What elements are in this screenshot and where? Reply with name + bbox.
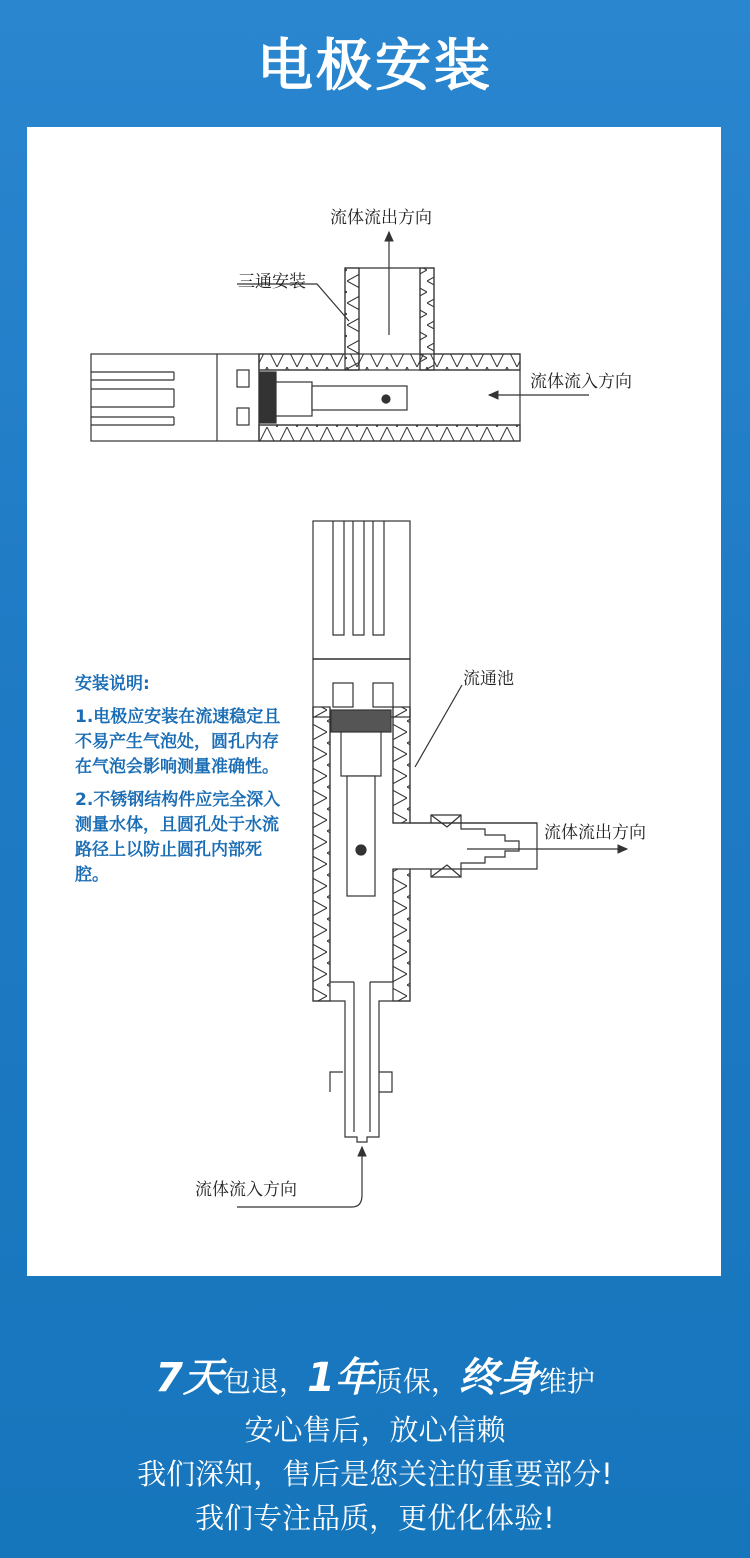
seven-day-text: 7天 bbox=[155, 1355, 223, 1401]
bottom-outflow-label: 流体流出方向 bbox=[544, 823, 646, 843]
bottom-inflow-label: 流体流入方向 bbox=[195, 1180, 297, 1200]
note-item: 1.电极应安装在流速稳定且不易产生气泡处，圆孔内存在气泡会影响测量准确性。 bbox=[75, 707, 281, 777]
footer-line-3: 我们深知，售后是您关注的重要部分! bbox=[137, 1457, 613, 1491]
notes-heading: 安装说明: bbox=[75, 674, 150, 694]
maintenance-text: 维护 bbox=[538, 1365, 595, 1398]
top-inflow-label: 流体流入方向 bbox=[530, 372, 632, 392]
lifetime-text: 终身 bbox=[458, 1355, 539, 1401]
warranty-text: 质保， bbox=[374, 1365, 459, 1398]
one-year-text: 1年 bbox=[306, 1355, 375, 1401]
diagram-panel bbox=[27, 127, 721, 1276]
flow-cell-diagram bbox=[237, 521, 627, 1207]
note-item: 2.不锈钢结构件应完全深入测量水体，且圆孔处于水流路径上以防止圆孔内部死腔。 bbox=[75, 790, 281, 885]
service-promise bbox=[0, 1352, 750, 1540]
return-text: 包退， bbox=[222, 1365, 307, 1398]
footer-line-4: 我们专注品质，更优化体验! bbox=[195, 1501, 555, 1535]
install-notes bbox=[75, 672, 285, 896]
flow-cell-label: 流通池 bbox=[463, 669, 514, 689]
footer-line-2: 安心售后，放心信赖 bbox=[244, 1413, 506, 1447]
warranty-line bbox=[0, 1352, 750, 1408]
top-outflow-label: 流体流出方向 bbox=[330, 208, 432, 228]
tee-diagram bbox=[91, 232, 589, 441]
tee-install-label: 三通安装 bbox=[238, 272, 306, 292]
page-title: 电极安装 bbox=[257, 34, 493, 99]
